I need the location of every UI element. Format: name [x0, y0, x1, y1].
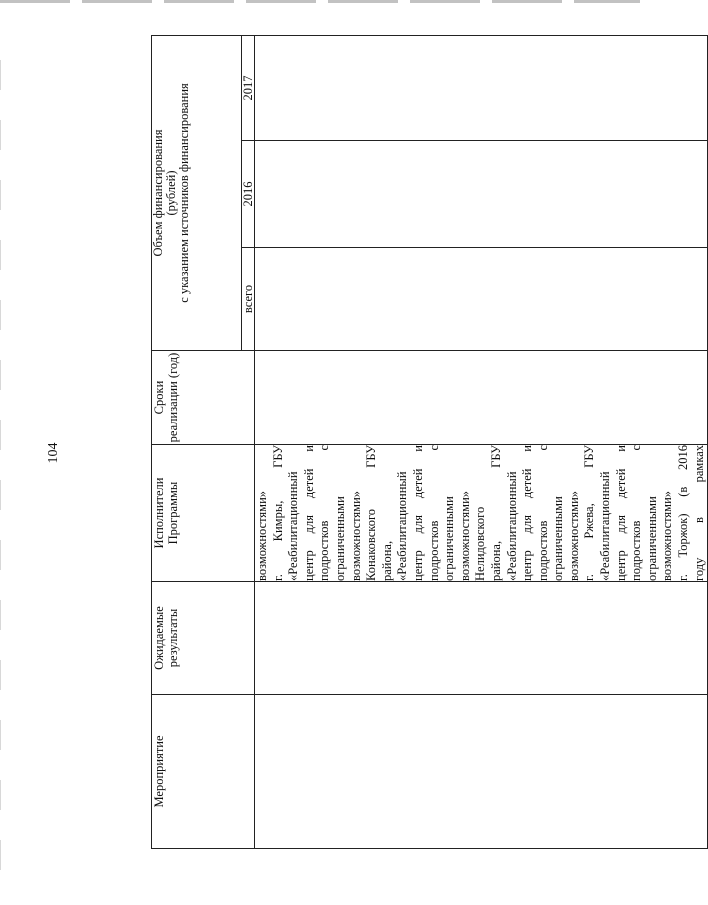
- executor-line: ограниченными: [644, 496, 659, 581]
- executor-line: возможностями»: [660, 490, 675, 581]
- header-2017: 2017: [242, 35, 255, 140]
- header-financing: Объем финансирования (рублей) с указанием источников финансирования: [152, 35, 242, 350]
- program-table-rotated: [151, 36, 706, 849]
- executor-line: «Реабилитационный: [395, 471, 410, 581]
- cell-2017: [255, 35, 708, 140]
- executor-line: ограниченными: [442, 496, 457, 581]
- executor-line: центр для детей и: [613, 445, 628, 581]
- header-measure: Мероприятие: [152, 695, 255, 849]
- program-table: [151, 35, 708, 849]
- executor-line: г. Торжок) (в 2016: [676, 445, 691, 581]
- cell-results: [255, 582, 708, 695]
- executor-line: района,: [379, 540, 394, 581]
- executor-line: «Реабилитационный: [504, 471, 519, 581]
- header-terms: Сроки реализации (год): [152, 351, 255, 445]
- scan-left-edge: [0, 60, 1, 880]
- executor-line: г. Ржева, ГБУ: [582, 445, 597, 581]
- cell-measure: [255, 695, 708, 849]
- executor-line: «Реабилитационный: [598, 471, 613, 581]
- executor-line: Конаковского ГБУ: [364, 445, 379, 581]
- executor-line: подростков с: [629, 445, 644, 581]
- cell-executors: [255, 445, 708, 582]
- page-number: 104: [46, 442, 61, 464]
- executor-line: центр для детей и: [301, 445, 316, 581]
- cell-terms: [255, 351, 708, 445]
- executor-line: возможностями»: [348, 490, 363, 581]
- executor-line: подростков с: [426, 445, 441, 581]
- executor-line: подростков с: [535, 445, 550, 581]
- executor-line: году в рамках: [691, 445, 706, 581]
- executor-line: возможностями»: [566, 490, 581, 581]
- executor-text: [255, 445, 707, 581]
- executor-line: возможностями»: [255, 490, 269, 581]
- cell-2016: [255, 141, 708, 248]
- executor-line: подростков с: [317, 445, 332, 581]
- scan-top-edge: [0, 0, 640, 3]
- header-results: Ожидаемые результаты: [152, 582, 255, 695]
- header-total: всего: [242, 248, 255, 351]
- executor-line: Нелидовского: [473, 506, 488, 581]
- executor-line: г. Кимры, ГБУ: [270, 445, 285, 581]
- executor-line: района, ГБУ: [488, 445, 503, 581]
- executor-line: центр для детей и: [410, 445, 425, 581]
- executor-line: возможностями»: [457, 490, 472, 581]
- executor-line: «Реабилитационный: [286, 471, 301, 581]
- executor-line: центр для детей и: [520, 445, 535, 581]
- executor-line: ограниченными: [332, 496, 347, 581]
- cell-total: [255, 248, 708, 351]
- executor-line: ограниченными: [551, 496, 566, 581]
- header-2016: 2016: [242, 141, 255, 248]
- header-executors: Исполнители Программы: [152, 445, 255, 582]
